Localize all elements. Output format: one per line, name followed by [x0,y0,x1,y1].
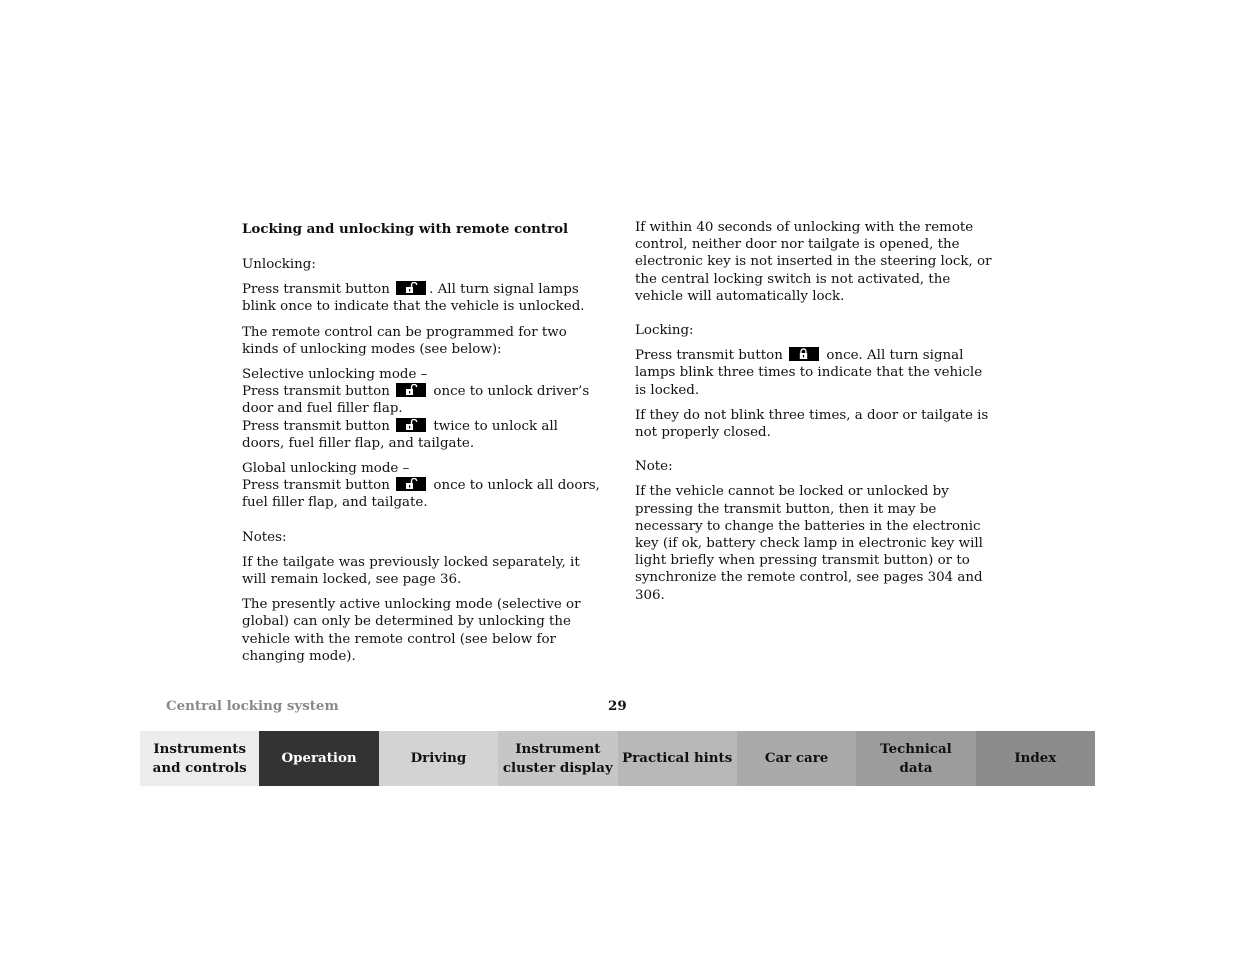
unlocking-label: Unlocking: [242,257,316,272]
note-tailgate: If the tailgate was previously locked separately, it will remain locked, see page 36. [242,554,580,588]
page-number: 29 [608,698,627,714]
nav-driving[interactable]: Driving [379,731,498,786]
right-column [635,219,997,612]
not-closed-paragraph: If they do not blink three times, a door or tailgate is not properly closed. [635,407,989,441]
unlock-paragraph: Press transmit button . All turn signal lamps blink once to indicate that the vehicle is unlocked. [242,282,585,315]
lock-paragraph: Press transmit button once. All turn signal lamps blink three times to indicate that the vehicle is locked. [635,348,983,398]
left-column [242,219,604,673]
unlock-icon [396,477,426,491]
battery-note: If the vehicle cannot be locked or unlocked by pressing the transmit button, then it may be necessary to change the batteries in the electronic key (if ok, battery check lamp in electronic key will light briefly when pressing transmit button) or to synchronize the remote control, see pages 304 and 306. [635,484,983,603]
lock-icon [789,347,819,361]
auto-lock-paragraph: If within 40 seconds of unlocking with the remote control, neither door nor tailgate is opened, the electronic key is not inserted in the steering lock, or the central locking switch is not activated, the vehicle will automatically lock. [635,220,992,304]
nav-car-care[interactable]: Car care [737,731,856,786]
locking-label: Locking: [635,323,694,339]
global-mode: Global unlocking mode – Press transmit button once to unlock all doors, fuel filler flap, and tailgate. [242,461,600,511]
section-heading: Locking and unlocking with remote control [242,221,569,237]
nav-operation[interactable]: Operation [259,731,378,786]
note-label: Note: [635,459,673,475]
note-active-mode: The presently active unlocking mode (selective or global) can only be determined by unlocking the vehicle with the remote control (see below for changing mode). [242,597,581,664]
footer-section-title: Central locking system [166,698,339,714]
chapter-nav [140,731,1095,786]
selective-mode: Selective unlocking mode – Press transmit button once to unlock driver’s door and fuel filler flap. Press transmit button twice to unlock all doors, fuel filler flap, and tailgate. [242,367,590,451]
notes-label: Notes: [242,529,287,545]
nav-index[interactable]: Index [976,731,1095,786]
modes-paragraph: The remote control can be programmed for two kinds of unlocking modes (see below): [242,324,567,357]
nav-technical-data[interactable]: Technical data [856,731,975,786]
nav-instrument-cluster-display[interactable]: Instrument cluster display [498,731,617,786]
nav-instruments-and-controls[interactable]: Instruments and controls [140,731,259,786]
unlock-icon [396,383,426,397]
unlock-icon [396,281,426,295]
unlock-icon [396,418,426,432]
nav-practical-hints[interactable]: Practical hints [618,731,737,786]
